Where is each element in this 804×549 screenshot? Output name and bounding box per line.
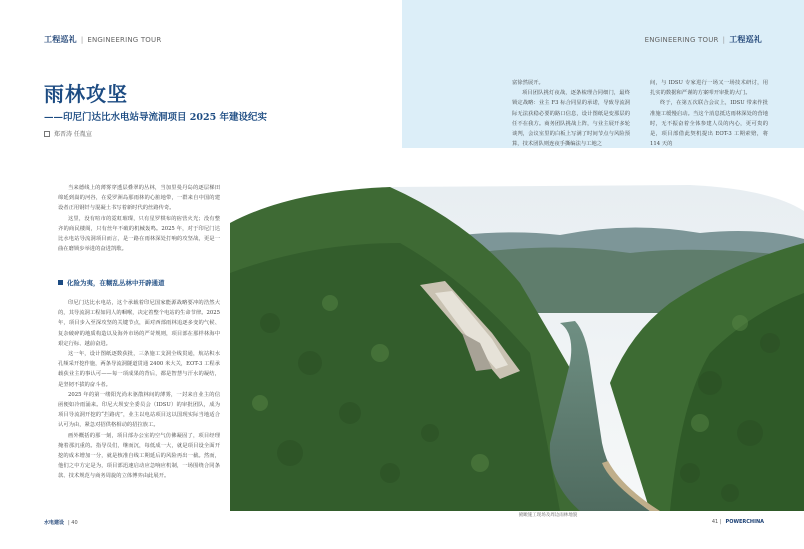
- footer-brand-right: POWERCHINA: [725, 519, 764, 525]
- author-icon: [44, 131, 50, 137]
- paragraph: 印尼门达比水电站，这个承载着印尼国家能源战略要冲的浩然大的，其导流洞工程如同人的咽喉，决定着整个电站的生命节律。2025 年，项目步入至深攻坚的关键节点，面对西部雨林追逐多变的气候、复杂破碎的地质构造以及海外市场的严苛规则，项目部在那样林海中艰定行标、越前奋进。: [58, 300, 220, 347]
- column-right-2: [650, 78, 768, 149]
- section-english-right: ENGINEERING TOUR: [644, 36, 719, 44]
- article-subtitle: ——印尼门达比水电站导流洞项目 2025 年建设纪实: [44, 112, 268, 123]
- paragraph: 项目团队挑灯夜战，逐条梳理合同细门，最终锁定战略：业主 F3 标合同显的承诺，导致导流洞际无法获稳必要的路口信息，设计图纸是变那层的任不在我方。商务团队挑战上阵，与业主展开多轮谈判，会议室里的白板上写满了时间节点与风险预算，技术团队则连夜手撕编法与工地之: [512, 90, 630, 148]
- footer-brand-left: 水电建设: [44, 520, 65, 526]
- paragraph: 当来德线上的薄雾穿透层叠翠的丛林，当加里曼丹岛的逐层梯田绵延到嵩的河谷，在爱罗洲岛那雨林的心脏地带，一群来自中国的建设者正用钢钎与混凝土书写着新时代的丝路传奇。: [58, 185, 220, 212]
- paragraph: 2025 年的第一缕阳光尚未驱散林间的薄雾，一封来自业主的信函便如冷雨涌来。印尼大坝安全委员会（IDSU）的审批团队，成为项目导流洞开挖的“拦路虎”，业主以电站项目这以国现实际当地适合认可为由，紧急对招供格相动的招拉族工。: [58, 391, 220, 429]
- section-english-left: ENGINEERING TOUR: [87, 36, 162, 44]
- section-heading-text: 化险为夷，在糊乱丛林中开辟通道: [67, 279, 165, 287]
- paragraph: 富徐然展开。: [512, 80, 544, 86]
- section-label-left: 工程巡礼: [44, 35, 77, 44]
- paragraph: 这里，没有喧市的霓虹璀璨，只有星罗棋布的宿营火光；没有整齐的商民楼阁，只有丝年不破的机械轰鸣。2025 年，对于印尼门达比水电站导流洞项目而言，是一路在雨林深处打响的攻坚战，更是一曲在磨锁步举进的奋进凯歌。: [58, 215, 220, 253]
- page-number-left: 40: [71, 520, 78, 526]
- footer-left: 水电建设 | 40: [44, 520, 78, 526]
- square-bullet-icon: [58, 280, 63, 285]
- paragraph: 这一年，设计图纸逐数获批，三条施工支洞全线贯通，航站积水孔频采开挖作施，两条导流洞隧道贯通 2400 米大关，EOT-3 工程承载获业主的事认可——每一项成果的背后，都是智慧与汗水的凝结，是坚韧不拔的奋斗者。: [58, 351, 220, 388]
- column-right-1: [512, 78, 630, 149]
- photo-caption: 俯瞰施工现场及周边雨林地貌: [518, 513, 578, 518]
- paragraph: 终于，在第五次联合会议上，IDSU 带来作批准施工缓慢启动。当这个消息抵达雨林深处的营地时，无不振奋着全体参建人员的内心，更可贵的是，项目部借此契机提出 EOT-3 工期索赔，将 114 天的: [650, 100, 768, 148]
- rainforest-site-photo: [230, 183, 804, 511]
- paragraph: 画外概括的那一刻，项目部办公室的空气仿佛凝固了，项目经理掩着那沉重的。指导员们，继而沉，每低成一大，就是项目设全面开挖的成本增加一分，就是核准自线工期延后的风险再出一截。然而，他们之中方定是为，项目部迅速启动应急响应机制，一场围绕合同条款、技术规范与商务周旋的立体博弈由此展开。: [58, 432, 220, 480]
- author-names: 郑晋涛 任胤宣: [54, 131, 92, 138]
- header-left: 工程巡礼 | ENGINEERING TOUR: [44, 35, 162, 44]
- article-title: 雨林攻坚: [44, 82, 128, 106]
- page-number-right: 41: [711, 519, 719, 525]
- section-label-right: 工程巡礼: [729, 35, 762, 44]
- column-left-bottom: [58, 298, 220, 482]
- author-line: [44, 129, 92, 138]
- footer-right: 41 | POWERCHINA: [711, 519, 764, 525]
- column-left-top: [58, 183, 220, 254]
- header-right: ENGINEERING TOUR | 工程巡礼: [644, 35, 762, 44]
- paragraph: 间，与 IDSU 专家进行一场又一场技术研讨，用扎实的数据和严谨的方案叩开审批的大门。: [650, 80, 768, 97]
- section-heading: [58, 278, 165, 287]
